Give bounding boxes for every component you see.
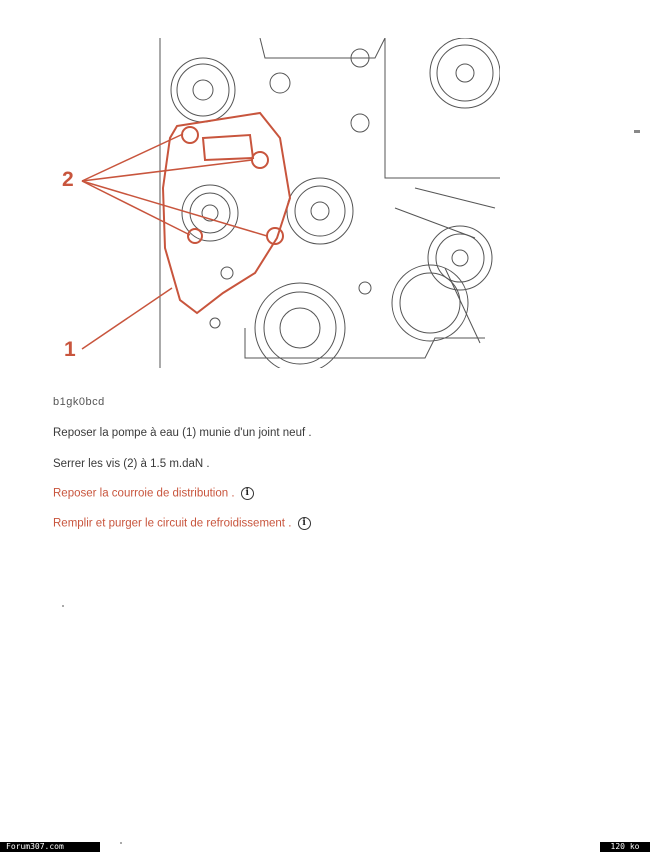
scan-speck [634, 130, 640, 133]
water-pump-diagram [155, 38, 500, 368]
figure-caption: b1gk0bcd [53, 396, 105, 408]
scan-speck [120, 842, 122, 844]
info-icon[interactable]: i [298, 517, 311, 530]
callout-label-2: 2 [62, 168, 74, 191]
fill-coolant-link[interactable]: Remplir et purger le circuit de refroidissement . [53, 517, 292, 530]
info-icon[interactable]: i [241, 487, 254, 500]
scan-speck [62, 605, 64, 607]
step-reinstall-pump: Reposer la pompe à eau (1) munie d'un joint neuf . [53, 427, 312, 439]
step-tighten-screws: Serrer les vis (2) à 1.5 m.daN . [53, 458, 210, 470]
footer-site-label: Forum307.com [0, 842, 100, 852]
callout-label-1: 1 [64, 338, 76, 361]
footer-size-label: 120 ko [600, 842, 650, 852]
reinstall-belt-link[interactable]: Reposer la courroie de distribution . [53, 487, 235, 500]
step-fill-coolant[interactable] [53, 517, 311, 530]
step-reinstall-belt[interactable] [53, 487, 254, 500]
